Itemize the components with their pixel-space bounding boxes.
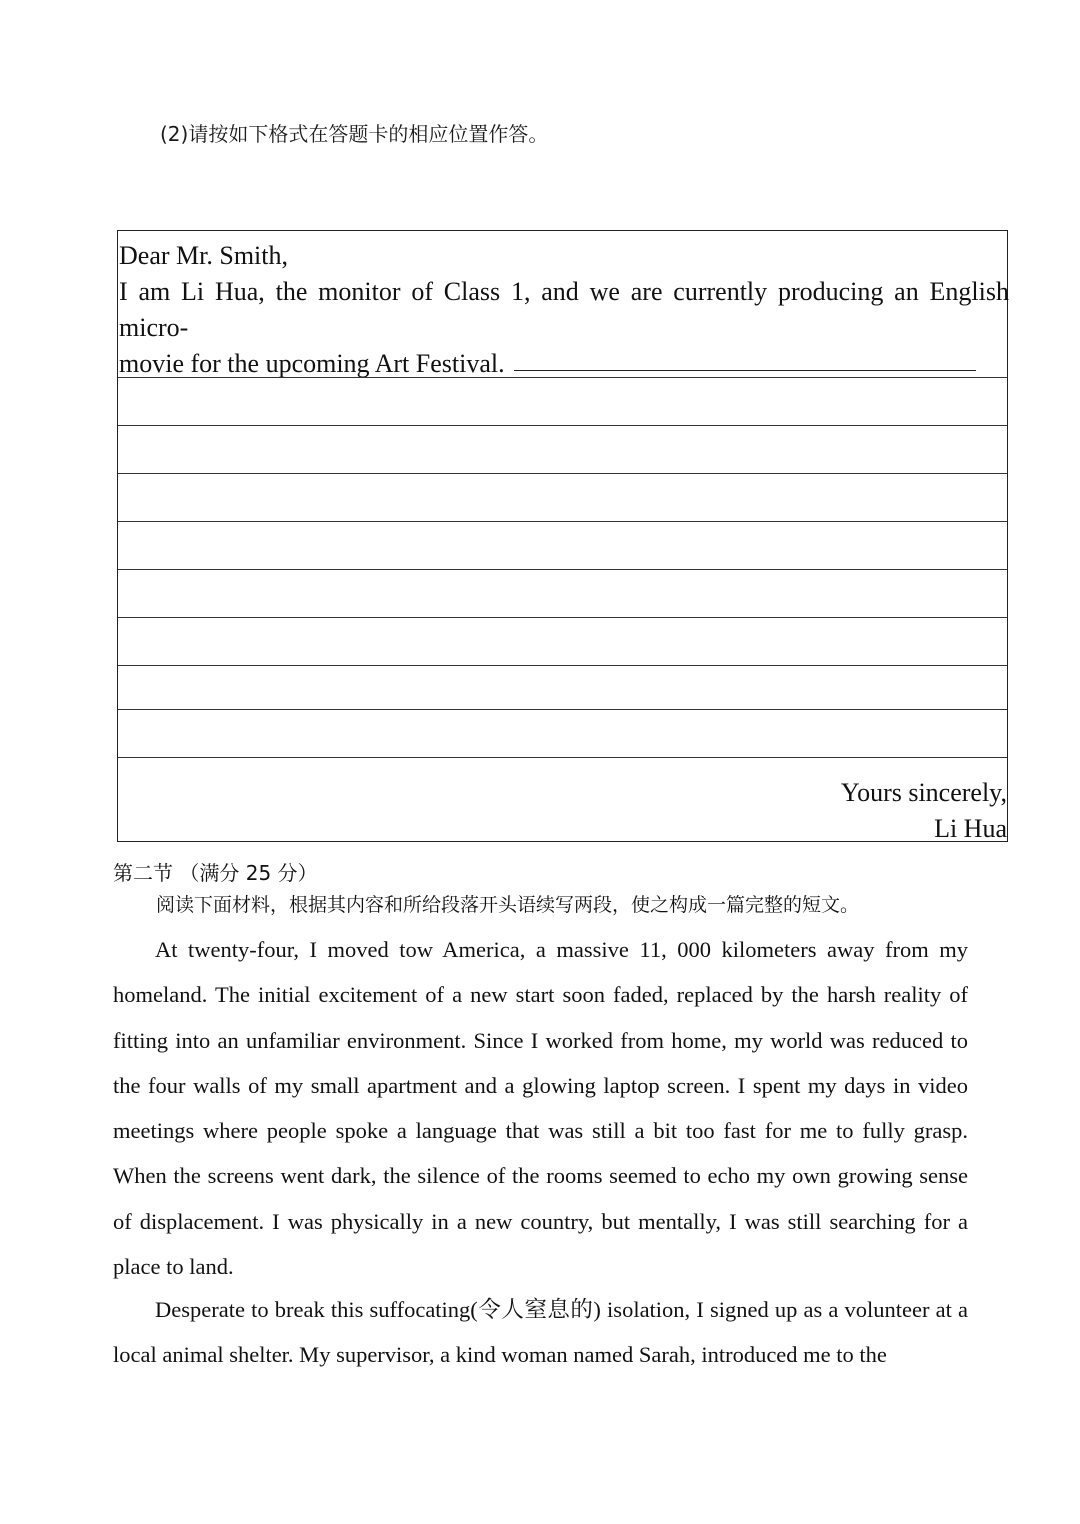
letter-greeting: Dear Mr. Smith, (119, 241, 288, 270)
letter-intro-line-3: movie for the upcoming Art Festival. (119, 349, 505, 378)
writing-blank-inline (514, 370, 976, 371)
writing-line (118, 665, 1007, 666)
letter-intro-line-1: I am Li Hua, the monitor of Class 1, and we are currently producing an English (119, 277, 1009, 306)
writing-line (118, 521, 1007, 522)
writing-line (118, 617, 1007, 618)
letter-intro-line-2: micro- (119, 313, 189, 342)
letter-signature: Li Hua (934, 814, 1007, 843)
writing-line (118, 709, 1007, 710)
writing-line (118, 569, 1007, 570)
letter-closing: Yours sincerely, (840, 778, 1007, 807)
writing-line (118, 377, 1007, 378)
section-heading: 第二节 （满分 25 分） (113, 861, 318, 885)
passage-paragraph-1: At twenty-four, I moved tow America, a massive 11, 000 kilometers away from my homeland. The initial excitement of a new start soon faded, replaced by the harsh reality of fitting into an unfamiliar environment. Since I worked from home, my world was reduced to the four walls of my small apartment and a glowing laptop screen. I spent my days in video meetings where people spoke a language that was still a bit too fast for me to fully grasp. When the screens went dark, the silence of the rooms seemed to echo my own growing sense of displacement. I was physically in a new country, but mentally, I was still searching for a place to land. (113, 937, 968, 1280)
passage-paragraph-2: Desperate to break this suffocating(令人窒息的) isolation, I signed up as a volunteer at a local animal shelter. My supervisor, a kind woman named Sarah, introduced me to the (113, 1297, 968, 1368)
writing-line (118, 425, 1007, 426)
writing-line (118, 757, 1007, 758)
letter-template-box (117, 230, 1008, 842)
writing-line (118, 473, 1007, 474)
answer-format-instruction: (2)请按如下格式在答题卡的相应位置作答。 (160, 122, 549, 146)
continuation-writing-instruction: 阅读下面材料，根据其内容和所给段落开头语续写两段，使之构成一篇完整的短文。 (156, 894, 860, 916)
